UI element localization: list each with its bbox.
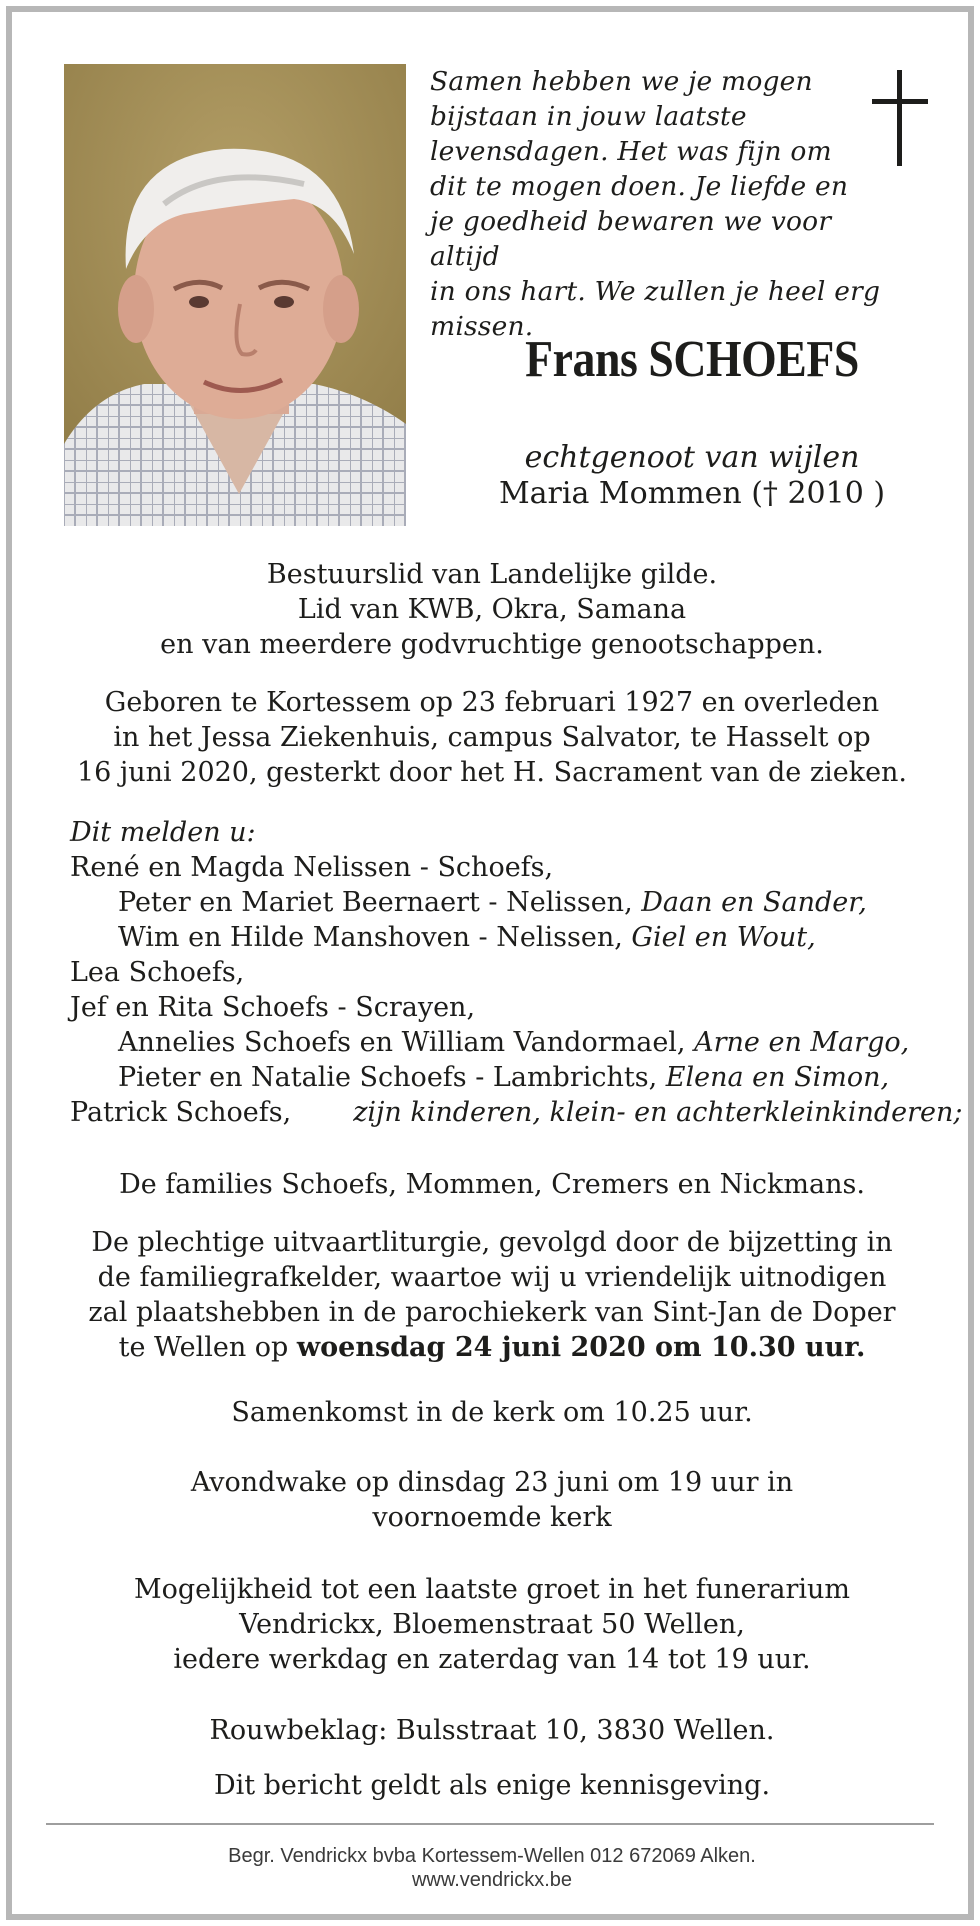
obituary-card	[6, 6, 974, 1920]
notice-statement: Dit bericht geldt als enige kennisgeving.	[213, 1770, 771, 1801]
family-row: Wim en Hilde Manshoven - Nelissen, Giel en Wout,	[118, 922, 816, 953]
family-row: Patrick Schoefs, zijn kinderen, klein- en achterkleinkinderen;	[70, 1097, 963, 1128]
spouse-name: Maria Mommen († 2010 )	[498, 476, 886, 511]
footer-website[interactable]: www.vendrickx.be	[411, 1869, 573, 1891]
biography: Geboren te Kortessem op 23 februari 1927 en overleden in het Jessa Ziekenhuis, campus Salvator, te Hasselt op 16 juni 2020, gesterkt door het H. Sacrament van de zieken.	[76, 687, 908, 788]
spouse-label: echtgenoot van wijlen	[524, 440, 860, 475]
funeral-director-footer	[52, 1844, 932, 1892]
footer-divider	[46, 1823, 934, 1825]
family-row: René en Magda Nelissen - Schoefs,	[70, 852, 554, 883]
funeral-datetime: woensdag 24 juni 2020 om 10.30 uur.	[296, 1332, 866, 1363]
family-row: Pieter en Natalie Schoefs - Lambrichts, Elena en Simon,	[118, 1062, 890, 1093]
deceased-name: Frans SCHOEFS	[525, 331, 859, 388]
evening-wake: Avondwake op dinsdag 23 juni om 19 uur in voornoemde kerk	[190, 1467, 794, 1533]
family-row: Jef en Rita Schoefs - Scrayen,	[70, 992, 476, 1023]
memberships: Bestuurslid van Landelijke gilde. Lid van KWB, Okra, Samana en van meerdere godvruchtige genootschappen.	[160, 559, 824, 660]
funeral-liturgy: De plechtige uitvaartliturgie, gevolgd door de bijzetting in de familiegrafkelder, waartoe wij u vriendelijk uitnodigen zal plaatshebben in de parochiekerk van Sint-Jan de Doper te Wellen op woensdag 24 juni 2020 om 10.30 uur.	[88, 1227, 896, 1363]
condolence-address: Rouwbeklag: Bulsstraat 10, 3830 Wellen.	[209, 1715, 775, 1746]
portrait-photo	[64, 64, 406, 526]
gathering-time: Samenkomst in de kerk om 10.25 uur.	[231, 1397, 753, 1428]
family-row: Annelies Schoefs en William Vandormael, Arne en Margo,	[118, 1027, 910, 1058]
funeral-home-visit: Mogelijkheid tot een laatste groet in het funerarium Vendrickx, Bloemenstraat 50 Wellen, iedere werkdag en zaterdag van 14 tot 19 uur.	[133, 1574, 850, 1675]
cross-icon	[872, 70, 928, 166]
farewell-quote: Samen hebben we je mogen bijstaan in jouw laatste levensdagen. Het was fijn om dit te mogen doen. Je liefde en je goedheid bewaren we voor altijd in ons hart. We zullen je heel erg missen.	[430, 66, 881, 342]
family-list	[70, 815, 963, 1130]
family-row: Lea Schoefs,	[70, 957, 245, 988]
extended-families: De families Schoefs, Mommen, Cremers en Nickmans.	[119, 1169, 865, 1200]
footer-company: Begr. Vendrickx bvba Kortessem-Wellen 012 672069 Alken.	[228, 1845, 756, 1867]
family-row: Peter en Mariet Beernaert - Nelissen, Daan en Sander,	[118, 887, 867, 918]
family-intro: Dit melden u:	[70, 817, 256, 848]
